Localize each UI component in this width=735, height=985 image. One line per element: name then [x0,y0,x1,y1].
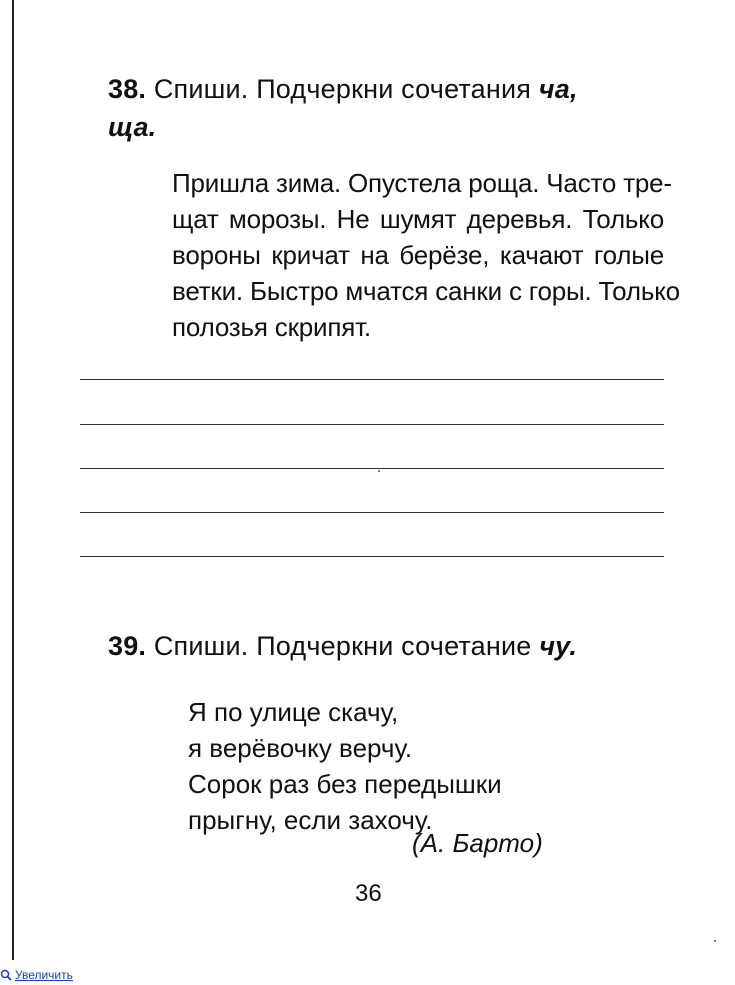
writing-line [80,556,664,557]
exercise-39-end-period: . [569,631,578,661]
text-line: щат морозы. Не шумят деревья. Только [172,204,664,234]
exercise-39-title [108,627,668,665]
writing-line [80,468,664,469]
exercise-39-combo-chu: чу [539,631,570,661]
text-line: ветки. Быстро мчатся санки с горы. Только [172,276,680,306]
poem-line: прыгну, если захочу. [188,805,433,835]
page-edge-line [12,0,14,960]
text-line: вороны кричат на берёзе, качают голые [172,240,664,270]
exercise-39-number: 39. [108,631,147,661]
exercise-39-instruction: Спиши. Подчеркни сочетание [153,631,532,661]
exercise-38-text [172,165,680,345]
poem-line: Сорок раз без передышки [188,769,502,799]
text-line: Пришла зима. Опустела роща. Часто тре- [172,168,672,198]
zoom-link[interactable] [0,968,73,982]
magnifier-icon [0,969,12,981]
exercise-38-number: 38. [108,74,147,104]
exercise-39-poem [188,694,502,838]
writing-line [80,424,664,425]
poem-author: (А. Барто) [412,828,543,858]
writing-line [80,512,664,513]
exercise-38-combo-cha: ча, [538,74,578,104]
writing-line [80,379,664,380]
exercise-38-instruction: Спиши. Подчеркни сочетания [153,74,532,104]
scan-speck [714,940,716,942]
scan-speck [378,470,380,472]
exercise-38-combo-shcha: ща [108,112,149,142]
page-number: 36 [355,880,382,907]
poem-line: я верёвочку верчу. [188,733,413,763]
text-line: полозья скрипят. [172,312,371,342]
exercise-38-title [108,70,668,146]
exercise-38-end-period: . [148,112,157,142]
zoom-link-label: Увеличить [15,968,73,982]
poem-line: Я по улице скачу, [188,697,399,727]
